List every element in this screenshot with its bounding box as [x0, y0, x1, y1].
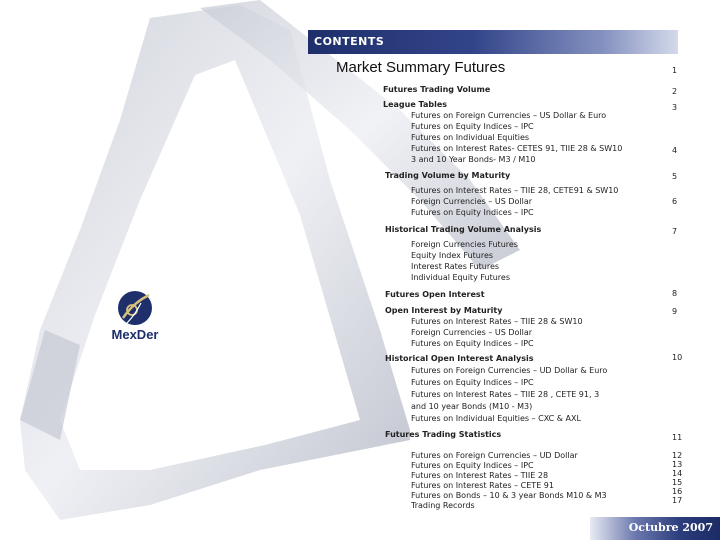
- toc-item[interactable]: Futures on Equity Indices – IPC: [411, 339, 534, 348]
- toc-item[interactable]: Futures on Individual Equities: [411, 133, 530, 142]
- toc-item[interactable]: Futures on Equity Indices – IPC: [411, 461, 534, 470]
- toc-item[interactable]: Foreign Currencies – US Dollar: [411, 197, 533, 206]
- toc-page-number: 12: [672, 451, 683, 460]
- logo-text: MexDer: [111, 327, 159, 342]
- page-title: Market Summary Futures: [336, 59, 506, 76]
- toc-section-historical-trading-volume-analysis[interactable]: Historical Trading Volume Analysis: [385, 225, 542, 234]
- toc-item[interactable]: Futures on Interest Rates- CETES 91, TIIE 28 & SW10: [411, 144, 623, 153]
- toc-section-open-interest-by-maturity[interactable]: Open Interest by Maturity: [385, 306, 503, 315]
- toc-item[interactable]: Futures on Equity Indices – IPC: [411, 122, 534, 131]
- toc-item[interactable]: Futures on Individual Equities – CXC & AXL: [411, 414, 581, 423]
- toc-item[interactable]: Equity Index Futures: [411, 251, 494, 260]
- toc-item[interactable]: Futures on Foreign Currencies – UD Dollar & Euro: [411, 366, 608, 375]
- toc-section-historical-open-interest-analysis[interactable]: Historical Open Interest Analysis: [385, 354, 534, 363]
- toc-page-number: 7: [672, 227, 678, 236]
- toc-item[interactable]: Interest Rates Futures: [411, 262, 500, 271]
- toc-item[interactable]: Futures on Interest Rates – TIIE 28, CETE91 & SW10: [411, 186, 619, 195]
- contents-header-bar: [308, 30, 678, 54]
- toc-page-number: 16: [672, 487, 683, 496]
- toc-item[interactable]: Futures on Bonds – 10 & 3 year Bonds M10 & M3: [411, 491, 607, 500]
- mexder-logo: [105, 283, 165, 353]
- toc-item[interactable]: Trading Records: [411, 501, 475, 510]
- toc-item[interactable]: Futures on Interest Rates – CETE 91: [411, 481, 554, 490]
- toc-page-number: 2: [672, 87, 678, 96]
- toc-page-number: 11: [672, 433, 683, 442]
- toc-page-number: 17: [672, 496, 683, 505]
- toc-item[interactable]: 3 and 10 Year Bonds- M3 / M10: [411, 155, 536, 164]
- toc-item[interactable]: Futures on Interest Rates – TIIE 28: [411, 471, 549, 480]
- toc-item[interactable]: Futures on Interest Rates – TIIE 28 , CETE 91, 3: [411, 390, 600, 399]
- footer-date-bar: [590, 517, 720, 540]
- toc-page-number: 14: [672, 469, 683, 478]
- toc-page-number: 6: [672, 197, 678, 206]
- toc-page-number: 9: [672, 307, 678, 316]
- toc-item[interactable]: Foreign Currencies – US Dollar: [411, 328, 533, 337]
- toc-page-number: 3: [672, 103, 678, 112]
- toc-page-number: 13: [672, 460, 683, 469]
- title-page-number: 1: [672, 66, 678, 75]
- toc-section-futures-open-interest[interactable]: Futures Open Interest: [385, 290, 485, 299]
- toc-page-number: 15: [672, 478, 683, 487]
- toc-item[interactable]: Futures on Equity Indices – IPC: [411, 208, 534, 217]
- toc-item[interactable]: Futures on Interest Rates – TIIE 28 & SW10: [411, 317, 583, 326]
- toc-section-futures-trading-statistics[interactable]: Futures Trading Statistics: [385, 430, 502, 439]
- toc-item[interactable]: Futures on Equity Indices – IPC: [411, 378, 534, 387]
- footer-date: Octubre 2007: [628, 521, 713, 534]
- toc-page-number: 10: [672, 353, 683, 362]
- toc-page-number: 8: [672, 289, 678, 298]
- toc-section-futures-trading-volume[interactable]: Futures Trading Volume: [383, 85, 491, 94]
- toc-page-number: 5: [672, 172, 678, 181]
- toc-section-trading-volume-by-maturity[interactable]: Trading Volume by Maturity: [385, 171, 511, 180]
- toc-section-league-tables[interactable]: League Tables: [383, 100, 448, 109]
- toc-item[interactable]: Futures on Foreign Currencies – UD Dollar: [411, 451, 578, 460]
- toc-page-number: 4: [672, 146, 678, 155]
- toc-item[interactable]: Futures on Foreign Currencies – US Dollar & Euro: [411, 111, 607, 120]
- toc-item[interactable]: Individual Equity Futures: [411, 273, 510, 282]
- toc-item[interactable]: Foreign Currencies Futures: [411, 240, 518, 249]
- contents-label: CONTENTS: [314, 35, 385, 48]
- toc-item[interactable]: and 10 year Bonds (M10 - M3): [411, 402, 533, 411]
